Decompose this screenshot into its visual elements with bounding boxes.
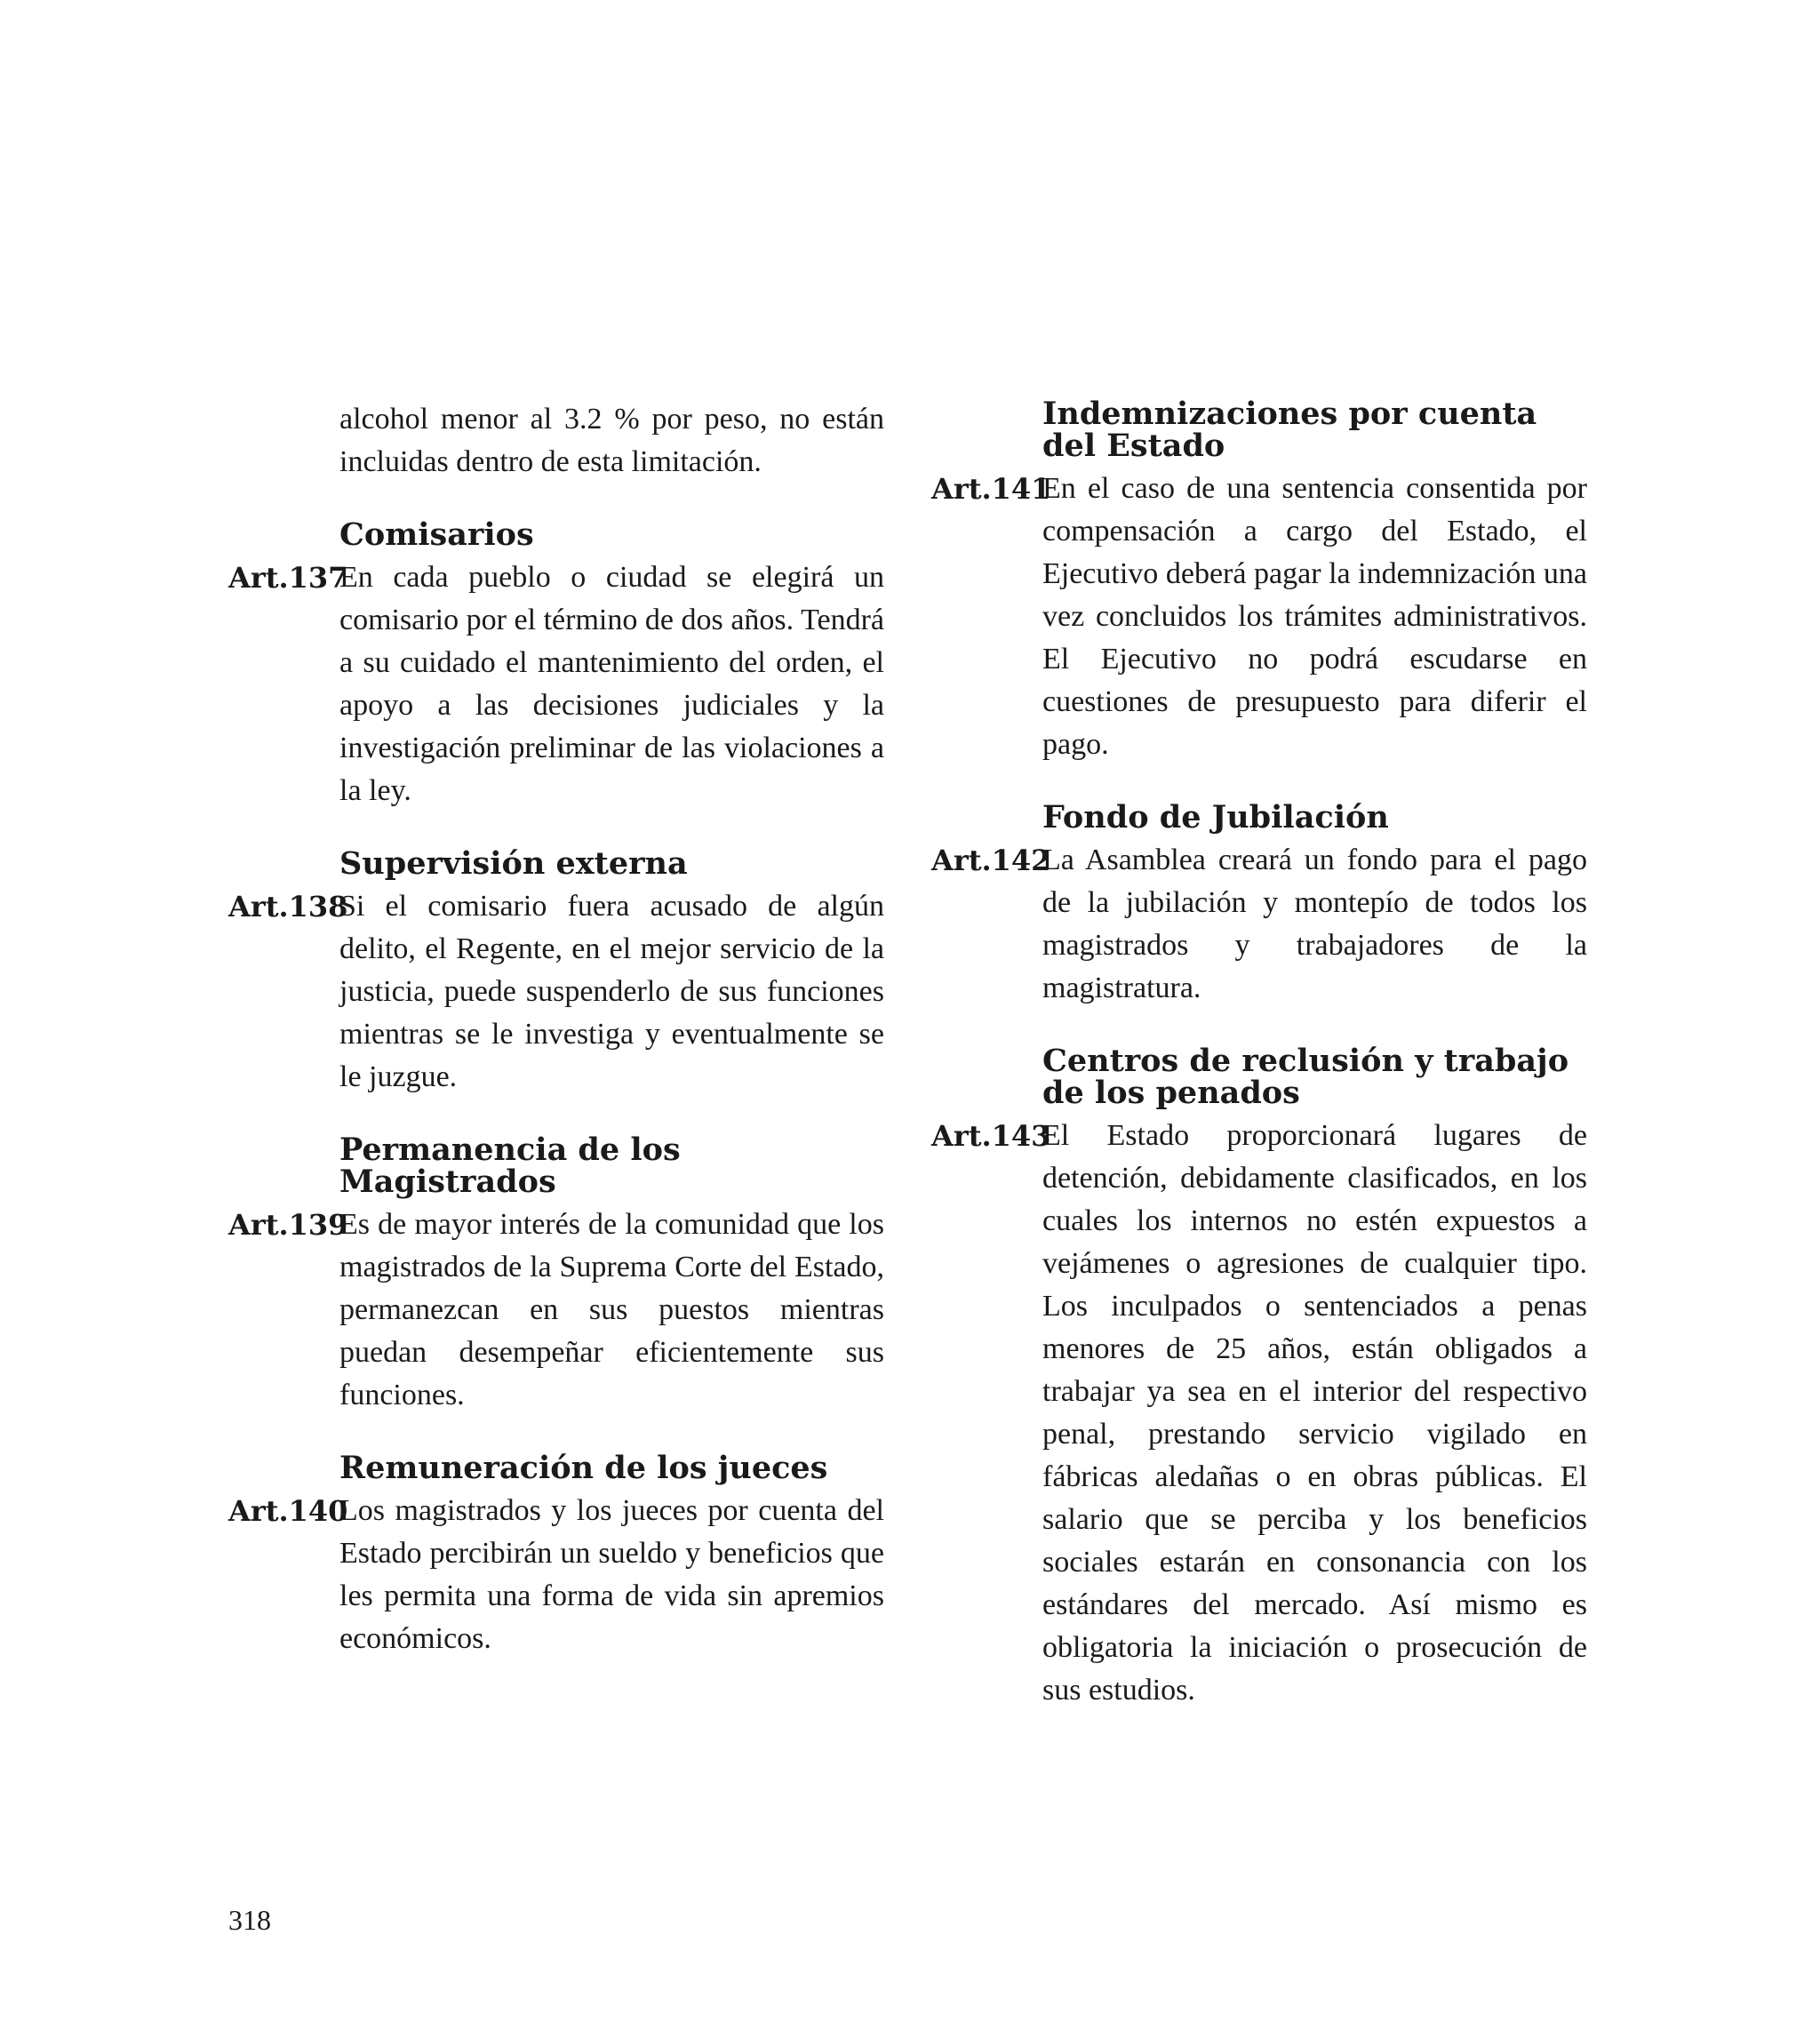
section-heading: Remuneración de los jueces (339, 1450, 828, 1486)
section-fondo-jubilacion (931, 799, 1587, 1010)
article-text: El Estado proporcionará lugares de detención, debidamente clasificados, en los cuales los internos no estén expuestos a vejámenes o agresiones de cualquier tipo. Los inculpados o sentenciados a penas menores de 25 años, están obligados a trabajar ya sea en el interior del respectivo penal, prestando servicio vigilado en fábricas aledañas o en obras públicas. El salario que se perciba y los beneficios sociales estarán en consonancia con los estándares del mercado. Así mismo es obligatoria la iniciación o prosecución de sus estudios. (1042, 1119, 1587, 1707)
article-number: Art.142 (931, 844, 1051, 877)
article-141 (931, 468, 1587, 766)
section-heading: Permanencia de los Magistrados (339, 1131, 681, 1200)
section-centros-reclusion (931, 1045, 1587, 1712)
article-number: Art.137 (228, 561, 348, 595)
article-143 (931, 1115, 1587, 1712)
article-text: Es de mayor interés de la comunidad que los magistrados de la Suprema Corte del Estado, permanezcan en sus puestos mientras puedan desempeñar eficientemente sus funciones. (339, 1208, 884, 1411)
article-number: Art.138 (228, 890, 348, 924)
article-138 (228, 885, 884, 1099)
article-142 (931, 839, 1587, 1010)
article-number: Art.139 (228, 1208, 348, 1242)
article-140 (228, 1490, 884, 1660)
article-text: La Asamblea creará un fondo para el pago de la jubilación y montepío de todos los magistrados y trabajadores de la magistratura. (1042, 844, 1587, 1004)
section-comisarios (228, 516, 884, 812)
left-column (228, 398, 884, 1696)
continuation-paragraph: alcohol menor al 3.2 % por peso, no están incluidas dentro de esta limitación. (339, 403, 884, 478)
section-supervision-externa (228, 845, 884, 1099)
article-137 (228, 556, 884, 812)
article-text: Si el comisario fuera acusado de algún delito, el Regente, en el mejor servicio de la justicia, puede suspenderlo de sus funciones mientras se le investiga y eventualmente se le juzgue. (339, 890, 884, 1093)
article-text: En el caso de una sentencia consentida por compensación a cargo del Estado, el Ejecutivo deberá pagar la indemnización una vez concluidos los trámites administrativos. El Ejecutivo no podrá escudarse en cuestiones de presupuesto para diferir el pago. (1042, 472, 1587, 761)
article-number: Art.141 (931, 472, 1051, 506)
section-heading: Fondo de Jubilación (1042, 799, 1389, 836)
section-heading: Centros de reclusión y trabajo de los penados (1042, 1043, 1569, 1111)
section-heading: Comisarios (339, 516, 534, 553)
section-indemnizaciones (931, 398, 1587, 766)
article-139 (228, 1203, 884, 1417)
article-number: Art.140 (228, 1494, 348, 1528)
article-text: Los magistrados y los jueces por cuenta del Estado percibirán un sueldo y beneficios que les permita una forma de vida sin apremios económicos. (339, 1494, 884, 1655)
article-text: En cada pueblo o ciudad se elegirá un comisario por el término de dos años. Tendrá a su cuidado el mantenimiento del orden, el apoyo a las decisiones judiciales y la investigación preliminar de las violaciones a la ley. (339, 561, 884, 807)
section-heading: Indemnizaciones por cuenta del Estado (1042, 396, 1537, 464)
section-remuneracion-jueces (228, 1452, 884, 1660)
spacer (228, 484, 884, 519)
section-heading: Supervisión externa (339, 845, 688, 882)
article-number: Art.143 (931, 1119, 1051, 1153)
right-column (931, 398, 1587, 1747)
section-permanencia-magistrados (228, 1131, 884, 1417)
page-number: 318 (228, 1904, 271, 1936)
